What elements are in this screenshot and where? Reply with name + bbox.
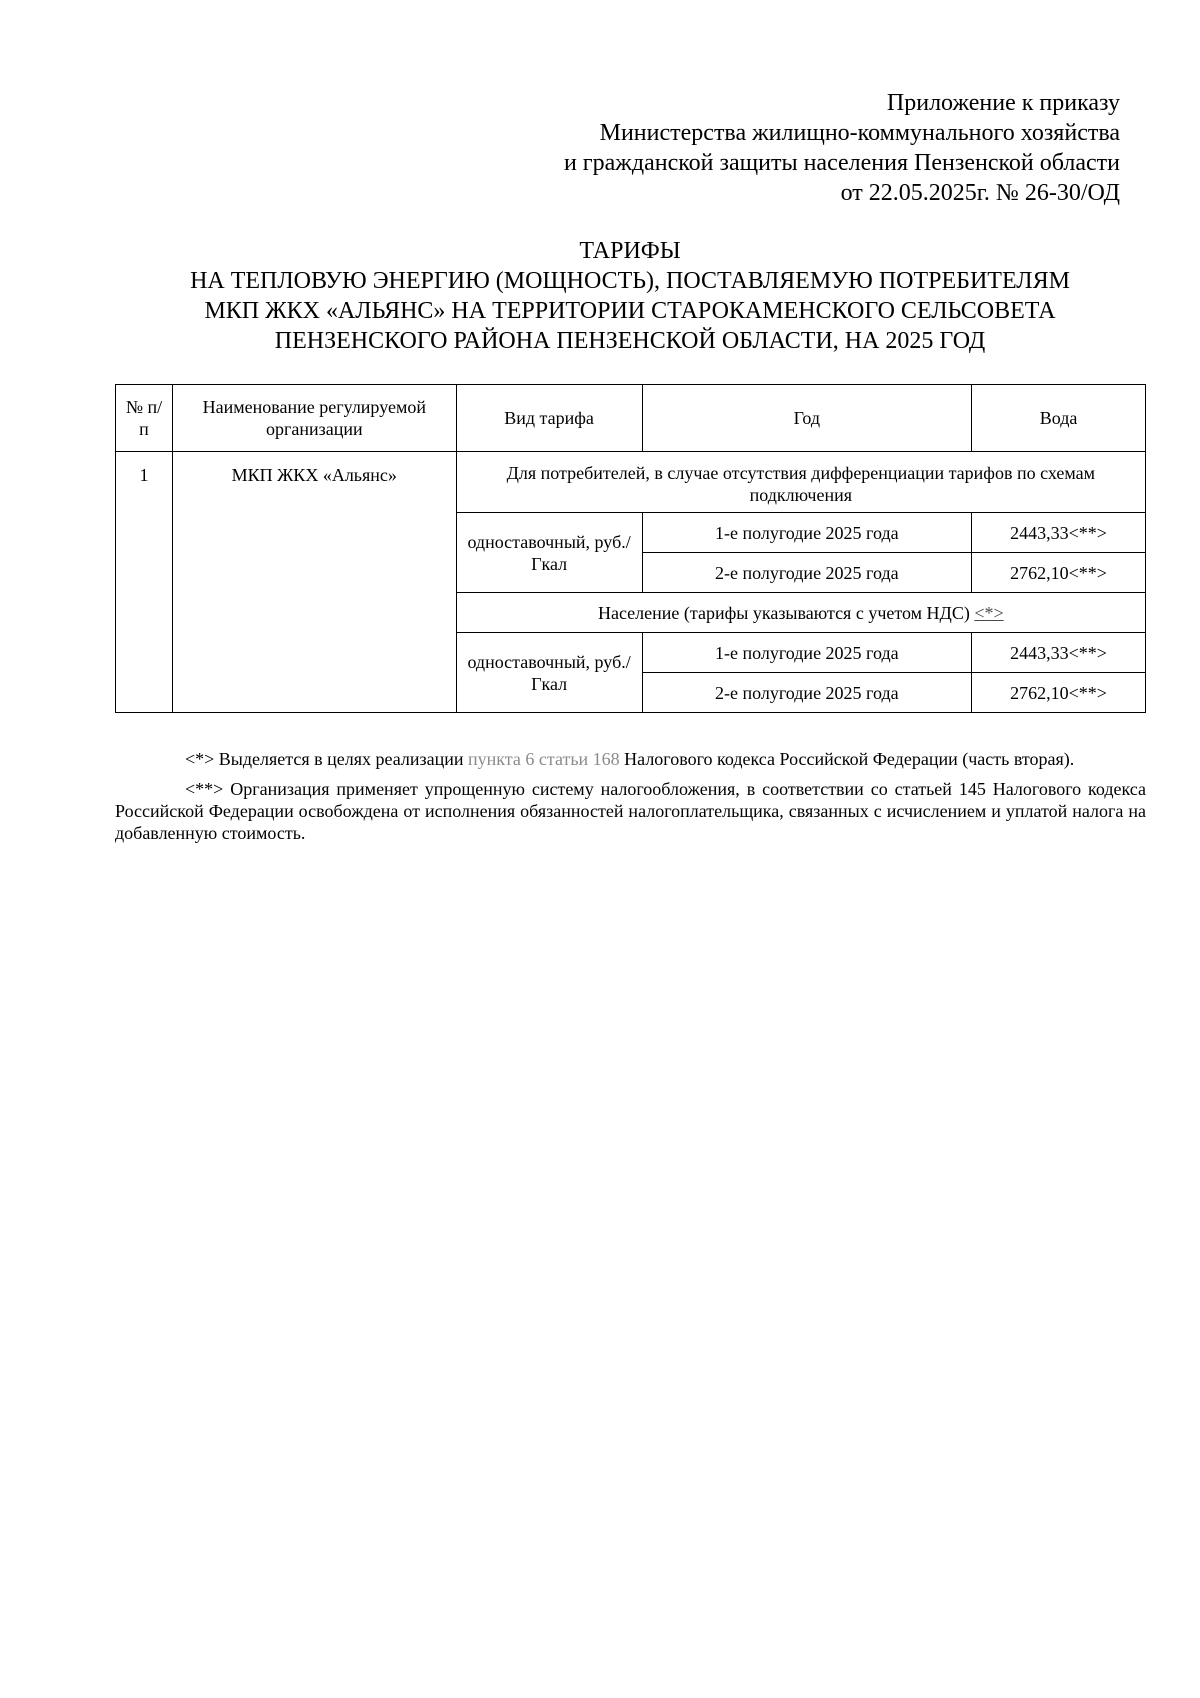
approval-line: Приложение к приказу: [886, 90, 1120, 116]
footnote-1: [115, 748, 1146, 770]
row-number: 1: [116, 452, 173, 713]
tariff-type: одноставочный, руб./Гкал: [456, 633, 642, 713]
section-label-text: Население (тарифы указываются с учетом НДС): [597, 602, 970, 623]
footnotes: [115, 748, 1146, 852]
approval-line: Министерства жилищно-коммунального хозяйства: [599, 120, 1120, 146]
value-cell: 2443,33<**>: [972, 633, 1146, 673]
organization-name: МКП ЖКХ «Альянс»: [172, 452, 456, 713]
period-cell: 2-е полугодие 2025 года: [642, 673, 972, 713]
legal-reference-link[interactable]: пункта 6 статьи 168: [468, 749, 620, 769]
tariff-table: [115, 384, 1146, 713]
period-cell: 1-е полугодие 2025 года: [642, 633, 972, 673]
section-label: [456, 593, 1145, 633]
footnote-1-prefix: <*> Выделяется в целях реализации: [185, 749, 464, 769]
footnote-link[interactable]: <*>: [974, 602, 1004, 623]
title-line: ПЕНЗЕНСКОГО РАЙОНА ПЕНЗЕНСКОЙ ОБЛАСТИ, НА 2025 ГОД: [274, 328, 986, 354]
header-water: Вода: [972, 385, 1146, 452]
title-line: ТАРИФЫ: [579, 238, 681, 264]
header-org: Наименование регулируемой организации: [172, 385, 456, 452]
approval-order-date: от 22.05.2025г. № 26-30/ОД: [840, 180, 1120, 206]
title-line: НА ТЕПЛОВУЮ ЭНЕРГИЮ (МОЩНОСТЬ), ПОСТАВЛЯЕМУЮ ПОТРЕБИТЕЛЯМ: [190, 268, 1070, 294]
value-cell: 2762,10<**>: [972, 673, 1146, 713]
header-num: № п/п: [116, 385, 173, 452]
period-cell: 1-е полугодие 2025 года: [642, 513, 972, 553]
section-label: [456, 452, 1145, 513]
footnote-2: <**> Организация применяет упрощенную систему налогообложения, в соответствии со статьей 145 Налогового кодекса Российской Федерации освобождена от исполнения обязанностей налогоплательщика, связанных с исчислением и уплатой налога на добавленную стоимость.: [115, 779, 1146, 843]
section-label-text: Для потребителей, в случае отсутствия дифференциации тарифов по схемам подключения: [506, 463, 1096, 505]
header-type: Вид тарифа: [456, 385, 642, 452]
value-cell: 2762,10<**>: [972, 553, 1146, 593]
tariff-type: одноставочный, руб./Гкал: [456, 513, 642, 593]
period-cell: 2-е полугодие 2025 года: [642, 553, 972, 593]
title-line: МКП ЖКХ «АЛЬЯНС» НА ТЕРРИТОРИИ СТАРОКАМЕНСКОГО СЕЛЬСОВЕТА: [204, 298, 1056, 324]
approval-block: [564, 88, 1120, 208]
table-row: [116, 452, 1146, 513]
value-cell: 2443,33<**>: [972, 513, 1146, 553]
table-header-row: [116, 385, 1146, 452]
document-title: [115, 236, 1145, 356]
footnote-1-suffix: Налогового кодекса Российской Федерации (часть вторая).: [624, 749, 1075, 769]
approval-line: и гражданской защиты населения Пензенской области: [563, 150, 1120, 176]
header-year: Год: [642, 385, 972, 452]
